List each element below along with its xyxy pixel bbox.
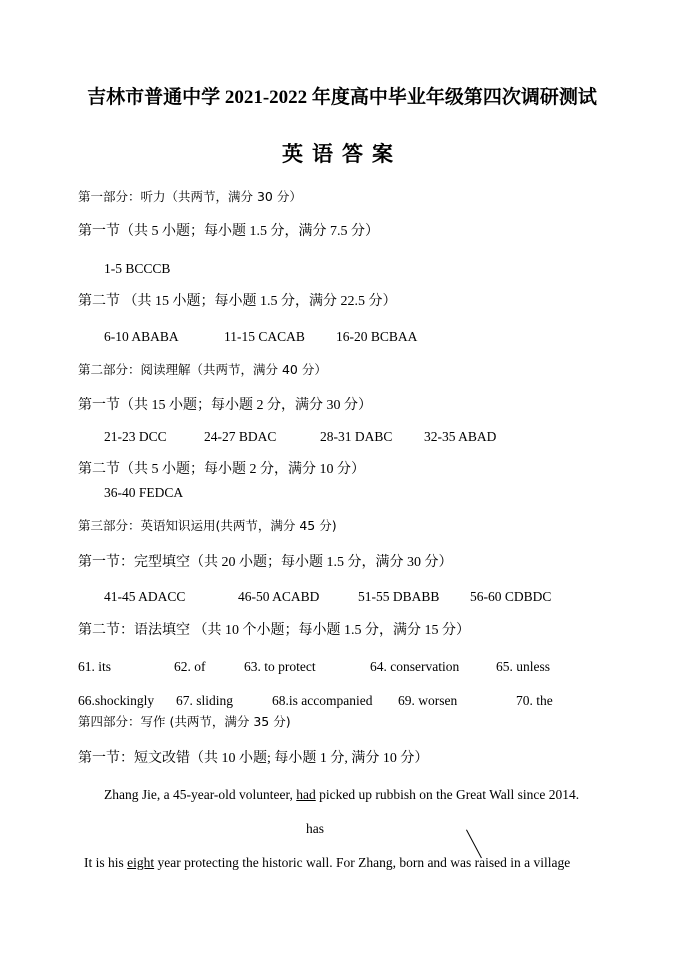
essay-text: year protecting the historic wall. For Zhang, born and was raised in a village <box>154 855 571 870</box>
part4-sec1-heading: 第一节：短文改错（共 10 小题; 每小题 1 分, 满分 10 分） <box>78 751 429 766</box>
answer-56-60: 56-60 CDBDC <box>470 589 552 604</box>
answer-16-20: 16-20 BCBAA <box>336 329 418 344</box>
answer-6-10: 6-10 ABABA <box>104 329 179 344</box>
essay-line-2 <box>84 856 570 870</box>
answer-36-40: 36-40 FEDCA <box>104 485 184 500</box>
answer-69: 69. worsen <box>398 693 458 708</box>
deletion-mark <box>466 830 482 859</box>
essay-text: It is his <box>84 855 128 870</box>
correction-has: has <box>306 821 324 836</box>
answer-46-50: 46-50 ACABD <box>238 589 320 604</box>
answer-62: 62. of <box>174 659 206 674</box>
answer-11-15: 11-15 CACAB <box>224 329 305 344</box>
document-title: 吉林市普通中学 2021-2022 年度高中毕业年级第四次调研测试 <box>87 87 597 108</box>
part2-heading: 第二部分：阅读理解（共两节，满分 40 分） <box>78 362 327 377</box>
part3-sec1-heading: 第一节：完型填空（共 20 小题；每小题 1.5 分，满分 30 分） <box>78 555 453 570</box>
part1-heading: 第一部分：听力（共两节，满分 30 分） <box>78 189 302 204</box>
answer-28-31: 28-31 DABC <box>320 429 393 444</box>
essay-text: picked up rubbish on the Great Wall since 2014. <box>315 787 580 802</box>
answer-64: 64. conservation <box>370 659 460 674</box>
answer-66: 66.shockingly <box>78 693 155 708</box>
answer-1-5: 1-5 BCCCB <box>104 261 171 276</box>
answer-24-27: 24-27 BDAC <box>204 429 277 444</box>
answer-32-35: 32-35 ABAD <box>424 429 497 444</box>
essay-line-1 <box>104 788 579 802</box>
answer-61: 61. its <box>78 659 112 674</box>
answer-51-55: 51-55 DBABB <box>358 589 440 604</box>
part3-sec2-heading: 第二节：语法填空 （共 10 个小题；每小题 1.5 分，满分 15 分） <box>78 623 470 638</box>
answer-63: 63. to protect <box>244 659 316 674</box>
document-subtitle: 英语答案 <box>282 142 402 166</box>
part1-sec2-heading: 第二节 （共 15 小题；每小题 1.5 分，满分 22.5 分） <box>78 294 397 309</box>
part4-heading: 第四部分：写作 (共两节，满分 35 分) <box>78 714 291 729</box>
answer-70: 70. the <box>516 693 553 708</box>
part3-heading: 第三部分：英语知识运用(共两节，满分 45 分) <box>78 518 337 533</box>
part2-sec1-heading: 第一节（共 15 小题；每小题 2 分，满分 30 分） <box>78 398 372 413</box>
answer-68: 68.is accompanied <box>272 693 373 708</box>
answer-21-23: 21-23 DCC <box>104 429 167 444</box>
essay-text: Zhang Jie, a 45-year-old volunteer, <box>104 787 297 802</box>
part1-sec1-heading: 第一节（共 5 小题；每小题 1.5 分，满分 7.5 分） <box>78 224 379 239</box>
answer-41-45: 41-45 ADACC <box>104 589 186 604</box>
part2-sec2-heading: 第二节（共 5 小题；每小题 2 分，满分 10 分） <box>78 462 365 477</box>
answer-65: 65. unless <box>496 659 550 674</box>
answer-67: 67. sliding <box>176 693 234 708</box>
error-word-had: had <box>296 787 316 802</box>
error-word-eight: eight <box>127 855 155 870</box>
